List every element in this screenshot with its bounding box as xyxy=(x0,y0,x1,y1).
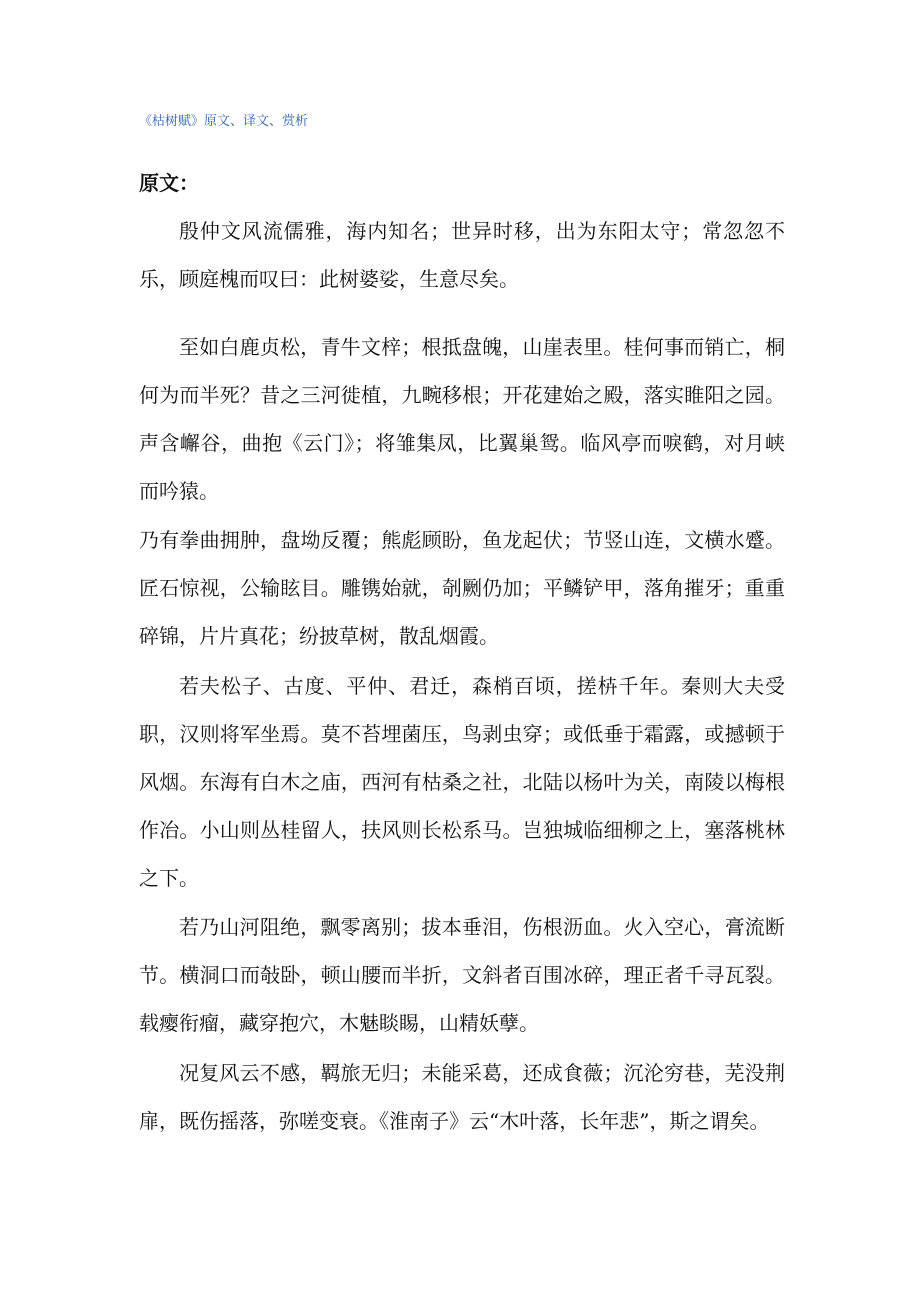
paragraph-3: 乃有拳曲拥肿，盘坳反覆；熊彪顾盼，鱼龙起伏；节竖山连，文横水蹙。匠石惊视，公输眩目。雕镌始就，剞劂仍加；平鳞铲甲，落角摧牙；重重碎锦，片片真花；纷披草树，散乱烟霞。 xyxy=(139,528,785,648)
paragraph-1: 殷仲文风流儒雅，海内知名；世异时移，出为东阳太守；常忽忽不乐，顾庭槐而叹曰：此树婆娑，生意尽矣。 xyxy=(139,219,785,291)
document-title-link[interactable]: 《枯树赋》原文、译文、赏析 xyxy=(139,114,309,129)
paragraph-2: 至如白鹿贞松，青牛文梓；根抵盘魄，山崖表里。桂何事而销亡，桐何为而半死？昔之三河徙植，九畹移根；开花建始之殿，落实睢阳之园。声含嶰谷，曲抱《云门》；将雏集凤，比翼巢鸳。临风亭而唳鹤，对月峡而吟猿。 xyxy=(139,335,785,503)
section-heading-original-text: 原文： xyxy=(139,171,199,195)
paragraph-5: 若乃山河阻绝，飘零离别；拔本垂泪，伤根沥血。火入空心，膏流断节。横洞口而敧卧，顿山腰而半折，文斜者百围冰碎，理正者千寻瓦裂。载瘿衔瘤，藏穿抱穴，木魅睒睗，山精妖孽。 xyxy=(139,915,785,1035)
paragraph-6: 况复风云不感，羁旅无归；未能采葛，还成食薇；沉沦穷巷，芜没荆扉，既伤摇落，弥嗟变衰。《淮南子》云“木叶落，长年悲”，斯之谓矣。 xyxy=(139,1061,785,1133)
paragraph-4: 若夫松子、古度、平仲、君迁，森梢百顷，搓枿千年。秦则大夫受职，汉则将军坐焉。莫不苔埋菌压，鸟剥虫穿；或低垂于霜露，或撼顿于风烟。东海有白木之庙，西河有枯桑之社，北陆以杨叶为关，南陵以梅根作冶。小山则丛桂留人，扶风则长松系马。岂独城临细柳之上，塞落桃林之下。 xyxy=(139,674,785,890)
